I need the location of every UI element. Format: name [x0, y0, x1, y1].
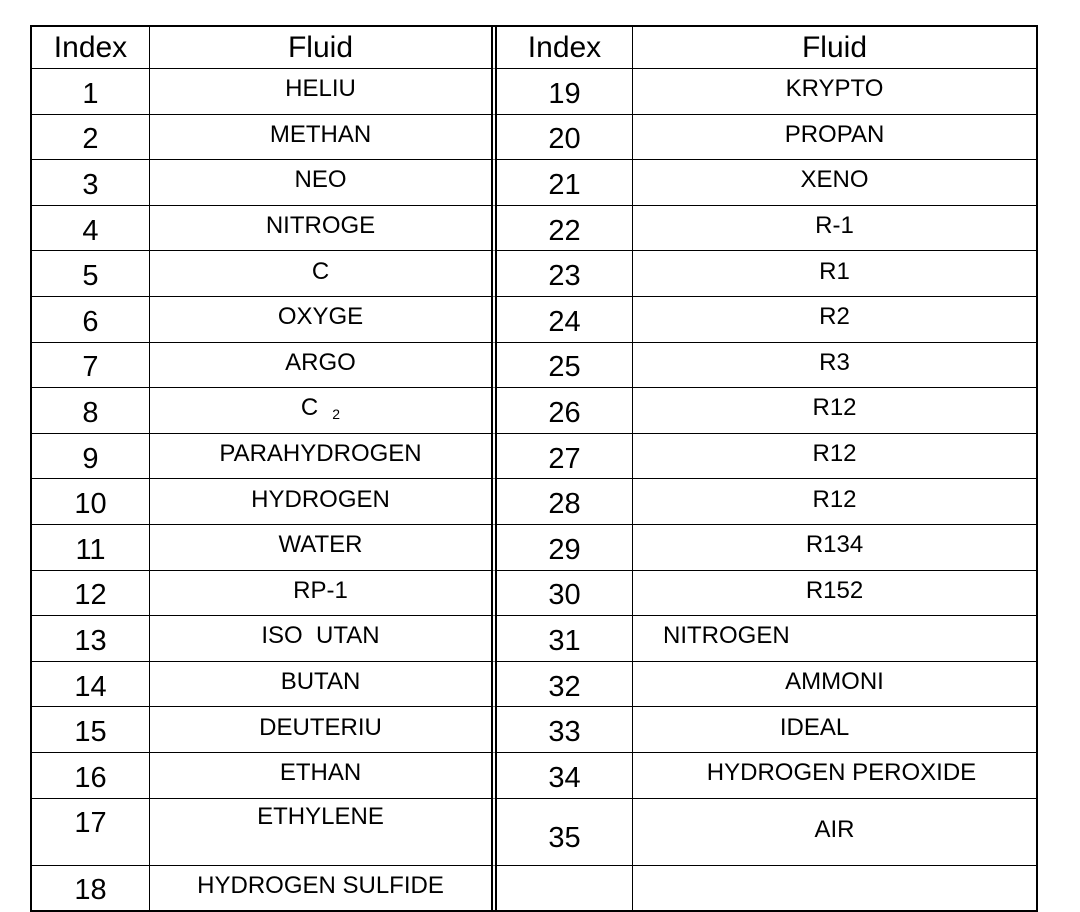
- right-fluid-cell: R134: [633, 525, 1036, 571]
- right-index-cell: 33: [497, 707, 633, 753]
- table-row: [32, 388, 1036, 434]
- left-fluid-cell: ISO UTAN: [150, 616, 497, 662]
- right-fluid-cell: R152: [633, 571, 1036, 617]
- right-index-cell: 27: [497, 434, 633, 480]
- left-index-cell: 10: [32, 479, 150, 525]
- right-index-cell: 19: [497, 69, 633, 115]
- left-index-cell: 2: [32, 115, 150, 161]
- right-fluid-cell: R12: [633, 479, 1036, 525]
- table-row: [32, 616, 1036, 662]
- table-row: [32, 115, 1036, 161]
- left-fluid-cell: PARAHYDROGEN: [150, 434, 497, 480]
- right-fluid-cell: NITROGEN: [633, 616, 1036, 662]
- right-fluid-cell: R3: [633, 343, 1036, 389]
- table-row: [32, 753, 1036, 799]
- left-fluid-cell: HELIU: [150, 69, 497, 115]
- right-index-cell: 30: [497, 571, 633, 617]
- fluid-name: C: [300, 393, 319, 421]
- left-fluid-cell: DEUTERIU: [150, 707, 497, 753]
- table-row: [32, 343, 1036, 389]
- left-fluid-cell: OXYGE: [150, 297, 497, 343]
- table-row: [32, 866, 1036, 911]
- right-index-cell: [497, 866, 633, 911]
- right-fluid-cell: R12: [633, 388, 1036, 434]
- right-fluid-cell: IDEAL: [633, 707, 1036, 753]
- left-index-cell: 13: [32, 616, 150, 662]
- left-fluid-cell: HYDROGEN SULFIDE: [150, 866, 497, 911]
- table-row: [32, 525, 1036, 571]
- table-row: [32, 479, 1036, 525]
- left-fluid-header: Fluid: [150, 27, 497, 69]
- table-row: [32, 434, 1036, 480]
- left-fluid-cell: ETHYLENE: [150, 799, 497, 866]
- left-index-cell: 9: [32, 434, 150, 480]
- right-index-cell: 24: [497, 297, 633, 343]
- right-index-cell: 35: [497, 799, 633, 866]
- right-fluid-cell: R2: [633, 297, 1036, 343]
- right-fluid-cell: [633, 866, 1036, 911]
- left-index-cell: 12: [32, 571, 150, 617]
- table-row: [32, 160, 1036, 206]
- left-index-cell: 1: [32, 69, 150, 115]
- right-fluid-cell: R12: [633, 434, 1036, 480]
- left-index-cell: 8: [32, 388, 150, 434]
- right-index-cell: 29: [497, 525, 633, 571]
- left-fluid-cell: WATER: [150, 525, 497, 571]
- table-row: [32, 707, 1036, 753]
- right-fluid-cell: AMMONI: [633, 662, 1036, 708]
- left-index-cell: 5: [32, 251, 150, 297]
- left-fluid-cell: NEO: [150, 160, 497, 206]
- right-fluid-header: Fluid: [633, 27, 1036, 69]
- right-index-cell: 34: [497, 753, 633, 799]
- left-fluid-cell: ETHAN: [150, 753, 497, 799]
- left-fluid-cell: BUTAN: [150, 662, 497, 708]
- left-fluid-cell: [150, 388, 497, 434]
- left-index-cell: 11: [32, 525, 150, 571]
- table-row: [32, 251, 1036, 297]
- right-index-cell: 22: [497, 206, 633, 252]
- right-fluid-cell: R1: [633, 251, 1036, 297]
- left-index-cell: 6: [32, 297, 150, 343]
- table-row: [32, 662, 1036, 708]
- table-header-row: [32, 27, 1036, 69]
- left-fluid-cell: RP-1: [150, 571, 497, 617]
- left-fluid-cell: NITROGE: [150, 206, 497, 252]
- table-row: [32, 297, 1036, 343]
- left-fluid-cell: ARGO: [150, 343, 497, 389]
- table-row: [32, 799, 1036, 866]
- right-index-cell: 25: [497, 343, 633, 389]
- table-row: [32, 206, 1036, 252]
- right-index-header: Index: [497, 27, 633, 69]
- right-fluid-cell: HYDROGEN PEROXIDE: [633, 753, 1036, 799]
- right-fluid-cell: KRYPTO: [633, 69, 1036, 115]
- right-index-cell: 20: [497, 115, 633, 161]
- left-index-cell: 18: [32, 866, 150, 911]
- left-index-cell: 3: [32, 160, 150, 206]
- left-index-cell: 7: [32, 343, 150, 389]
- table-row: [32, 69, 1036, 115]
- left-fluid-cell: METHAN: [150, 115, 497, 161]
- left-index-cell: 15: [32, 707, 150, 753]
- right-index-cell: 31: [497, 616, 633, 662]
- left-index-cell: 14: [32, 662, 150, 708]
- right-fluid-cell: XENO: [633, 160, 1036, 206]
- fluid-subscript: 2: [332, 405, 341, 422]
- left-index-header: Index: [32, 27, 150, 69]
- right-index-cell: 28: [497, 479, 633, 525]
- right-index-cell: 26: [497, 388, 633, 434]
- left-fluid-cell: HYDROGEN: [150, 479, 497, 525]
- left-index-cell: 16: [32, 753, 150, 799]
- right-fluid-cell: R-1: [633, 206, 1036, 252]
- left-fluid-cell: C: [150, 251, 497, 297]
- fluid-index-table: [30, 25, 1038, 912]
- left-index-cell: 17: [32, 799, 150, 866]
- right-index-cell: 23: [497, 251, 633, 297]
- right-index-cell: 21: [497, 160, 633, 206]
- left-index-cell: 4: [32, 206, 150, 252]
- right-fluid-cell: PROPAN: [633, 115, 1036, 161]
- right-index-cell: 32: [497, 662, 633, 708]
- right-fluid-cell: AIR: [633, 799, 1036, 866]
- table-row: [32, 571, 1036, 617]
